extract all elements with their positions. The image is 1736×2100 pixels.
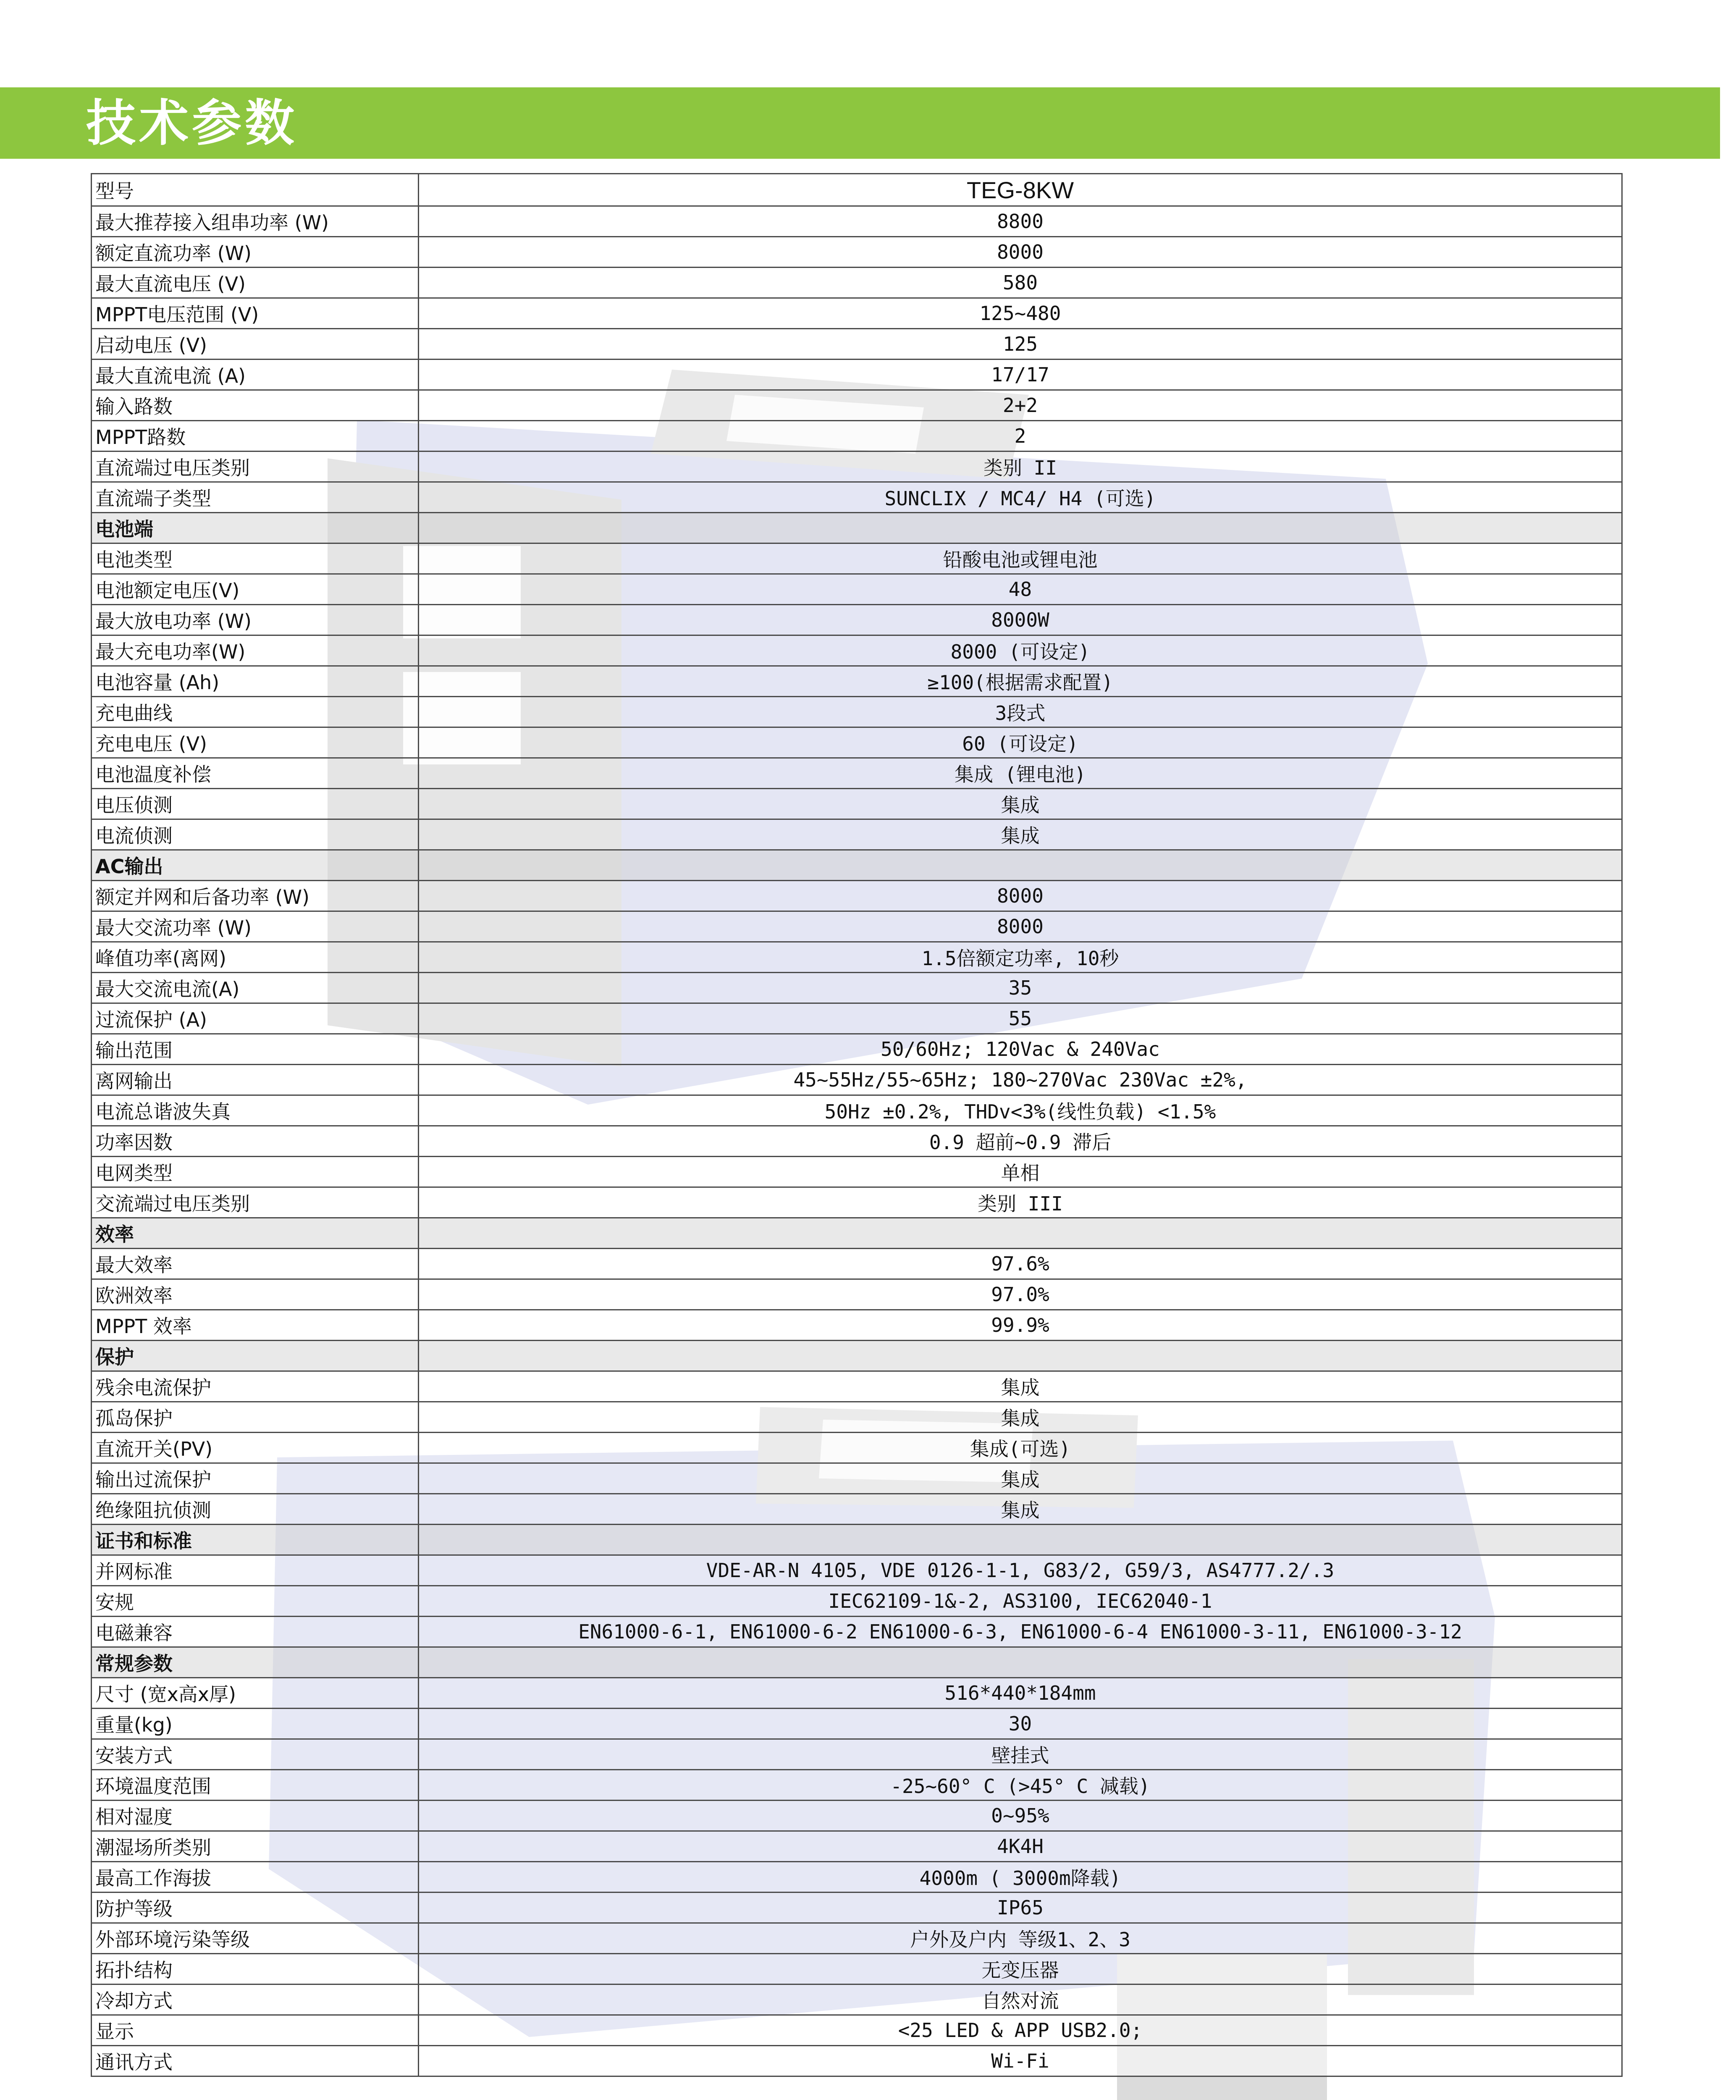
- param-label: 最大充电功率(W): [92, 635, 419, 666]
- param-label: 外部环境污染等级: [92, 1923, 419, 1954]
- param-value: -25~60° C (>45° C 减载): [419, 1770, 1622, 1801]
- table-row: [92, 1862, 1622, 1893]
- table-row: [92, 1187, 1622, 1218]
- param-value: 无变压器: [419, 1954, 1622, 1984]
- section-filler: [419, 1525, 1622, 1555]
- param-label: 最大直流电压 (V): [92, 268, 419, 298]
- model-label: 型号: [92, 174, 419, 206]
- table-row: [92, 1617, 1622, 1647]
- param-label: 充电电压 (V): [92, 727, 419, 758]
- param-label: 安装方式: [92, 1739, 419, 1770]
- param-label: 残余电流保护: [92, 1371, 419, 1402]
- param-label: MPPT 效率: [92, 1310, 419, 1341]
- table-row: [92, 1709, 1622, 1739]
- table-row: [92, 1984, 1622, 2015]
- section-title: 保护: [92, 1341, 419, 1371]
- table-row: [92, 1034, 1622, 1065]
- param-label: 最大效率: [92, 1249, 419, 1279]
- param-value: 30: [419, 1709, 1622, 1739]
- param-label: 电网类型: [92, 1157, 419, 1187]
- param-value: 单相: [419, 1157, 1622, 1187]
- param-value: IP65: [419, 1893, 1622, 1923]
- param-label: MPPT电压范围 (V): [92, 298, 419, 329]
- table-row: [92, 390, 1622, 421]
- param-label: 输入路数: [92, 390, 419, 421]
- param-value: 97.0%: [419, 1279, 1622, 1310]
- param-value: <25 LED & APP USB2.0;: [419, 2015, 1622, 2046]
- spec-table: [91, 173, 1623, 2077]
- table-row: [92, 1954, 1622, 1984]
- param-value: SUNCLIX / MC4/ H4 (可选): [419, 482, 1622, 513]
- table-row: [92, 206, 1622, 237]
- param-value: 集成: [419, 789, 1622, 819]
- param-value: ≥100(根据需求配置): [419, 666, 1622, 697]
- param-label: 输出过流保护: [92, 1463, 419, 1494]
- table-row: [92, 1831, 1622, 1862]
- table-row: [92, 1739, 1622, 1770]
- table-row: [92, 2015, 1622, 2046]
- header-band: [0, 87, 1720, 159]
- param-value: 17/17: [419, 360, 1622, 390]
- table-row: [92, 1003, 1622, 1034]
- param-label: 安规: [92, 1586, 419, 1617]
- param-value: 0.9 超前~0.9 滞后: [419, 1126, 1622, 1157]
- param-label: 绝缘阻抗侦测: [92, 1494, 419, 1525]
- table-row: [92, 789, 1622, 819]
- model-value: TEG-8KW: [419, 174, 1622, 206]
- table-row: [92, 605, 1622, 635]
- table-row: [92, 329, 1622, 360]
- param-value: 3段式: [419, 697, 1622, 727]
- param-value: 55: [419, 1003, 1622, 1034]
- param-value: 45~55Hz/55~65Hz; 180~270Vac 230Vac ±2%,: [419, 1065, 1622, 1095]
- param-value: 125~480: [419, 298, 1622, 329]
- param-value: 8000: [419, 881, 1622, 911]
- table-row: [92, 1555, 1622, 1586]
- param-value: 8000: [419, 237, 1622, 268]
- param-value: 类别 II: [419, 452, 1622, 482]
- table-row: [92, 881, 1622, 911]
- model-row: [92, 174, 1622, 206]
- table-row: [92, 697, 1622, 727]
- param-value: 8000: [419, 911, 1622, 942]
- param-value: 4000m ( 3000m降载): [419, 1862, 1622, 1893]
- param-value: 集成: [419, 1402, 1622, 1433]
- param-value: 壁挂式: [419, 1739, 1622, 1770]
- param-value: 97.6%: [419, 1249, 1622, 1279]
- section-title: 效率: [92, 1218, 419, 1249]
- param-value: 50Hz ±0.2%, THDv<3%(线性负载) <1.5%: [419, 1095, 1622, 1126]
- param-label: 并网标准: [92, 1555, 419, 1586]
- section-row: [92, 1647, 1622, 1678]
- param-label: 离网输出: [92, 1065, 419, 1095]
- table-row: [92, 727, 1622, 758]
- table-row: [92, 973, 1622, 1003]
- param-label: 直流开关(PV): [92, 1433, 419, 1463]
- param-label: 通讯方式: [92, 2046, 419, 2076]
- param-label: 电压侦测: [92, 789, 419, 819]
- table-row: [92, 1433, 1622, 1463]
- param-label: 输出范围: [92, 1034, 419, 1065]
- param-value: 户外及户内 等级1、2、3: [419, 1923, 1622, 1954]
- param-value: 516*440*184mm: [419, 1678, 1622, 1709]
- table-row: [92, 942, 1622, 973]
- param-label: 潮湿场所类别: [92, 1831, 419, 1862]
- table-row: [92, 452, 1622, 482]
- param-value: Wi-Fi: [419, 2046, 1622, 2076]
- param-label: 峰值功率(离网): [92, 942, 419, 973]
- param-label: 电池类型: [92, 543, 419, 574]
- section-title: 证书和标准: [92, 1525, 419, 1555]
- table-row: [92, 298, 1622, 329]
- param-value: 4K4H: [419, 1831, 1622, 1862]
- param-value: VDE-AR-N 4105, VDE 0126-1-1, G83/2, G59/3, AS4777.2/.3: [419, 1555, 1622, 1586]
- param-label: 电磁兼容: [92, 1617, 419, 1647]
- param-value: IEC62109-1&-2, AS3100, IEC62040-1: [419, 1586, 1622, 1617]
- param-label: 电池温度补偿: [92, 758, 419, 789]
- param-label: 最大交流电流(A): [92, 973, 419, 1003]
- section-row: [92, 1218, 1622, 1249]
- param-value: 2: [419, 421, 1622, 452]
- table-row: [92, 1157, 1622, 1187]
- table-row: [92, 1678, 1622, 1709]
- table-row: [92, 1279, 1622, 1310]
- section-filler: [419, 513, 1622, 543]
- table-row: [92, 1310, 1622, 1341]
- table-row: [92, 1065, 1622, 1095]
- param-label: 额定直流功率 (W): [92, 237, 419, 268]
- table-row: [92, 574, 1622, 605]
- page-title: 技术参数: [86, 94, 298, 152]
- param-value: 8000W: [419, 605, 1622, 635]
- param-value: 铅酸电池或锂电池: [419, 543, 1622, 574]
- param-label: 环境温度范围: [92, 1770, 419, 1801]
- table-row: [92, 1586, 1622, 1617]
- param-label: 充电曲线: [92, 697, 419, 727]
- param-label: 最大直流电流 (A): [92, 360, 419, 390]
- param-value: 0~95%: [419, 1801, 1622, 1831]
- table-row: [92, 1371, 1622, 1402]
- param-label: 电流总谐波失真: [92, 1095, 419, 1126]
- table-row: [92, 1801, 1622, 1831]
- param-label: 功率因数: [92, 1126, 419, 1157]
- table-row: [92, 1463, 1622, 1494]
- table-row: [92, 1893, 1622, 1923]
- param-value: EN61000-6-1, EN61000-6-2 EN61000-6-3, EN61000-6-4 EN61000-3-11, EN61000-3-12: [419, 1617, 1622, 1647]
- param-label: MPPT路数: [92, 421, 419, 452]
- param-label: 孤岛保护: [92, 1402, 419, 1433]
- param-label: 欧洲效率: [92, 1279, 419, 1310]
- param-label: 重量(kg): [92, 1709, 419, 1739]
- param-value: 集成 (锂电池): [419, 758, 1622, 789]
- section-title: 电池端: [92, 513, 419, 543]
- table-row: [92, 1249, 1622, 1279]
- section-filler: [419, 850, 1622, 881]
- param-value: 1.5倍额定功率, 10秒: [419, 942, 1622, 973]
- table-row: [92, 360, 1622, 390]
- param-value: 125: [419, 329, 1622, 360]
- table-row: [92, 421, 1622, 452]
- param-label: 电池额定电压(V): [92, 574, 419, 605]
- param-value: 35: [419, 973, 1622, 1003]
- param-value: 集成: [419, 1494, 1622, 1525]
- param-value: 类别 III: [419, 1187, 1622, 1218]
- table-row: [92, 758, 1622, 789]
- param-label: 最高工作海拔: [92, 1862, 419, 1893]
- param-label: 直流端子类型: [92, 482, 419, 513]
- table-row: [92, 2046, 1622, 2076]
- table-row: [92, 543, 1622, 574]
- param-label: 显示: [92, 2015, 419, 2046]
- table-row: [92, 666, 1622, 697]
- table-row: [92, 237, 1622, 268]
- section-title: AC输出: [92, 850, 419, 881]
- table-row: [92, 1402, 1622, 1433]
- param-label: 启动电压 (V): [92, 329, 419, 360]
- param-value: 集成(可选): [419, 1433, 1622, 1463]
- table-row: [92, 1770, 1622, 1801]
- param-label: 直流端过电压类别: [92, 452, 419, 482]
- table-row: [92, 1126, 1622, 1157]
- section-filler: [419, 1647, 1622, 1678]
- section-row: [92, 513, 1622, 543]
- param-label: 防护等级: [92, 1893, 419, 1923]
- param-label: 冷却方式: [92, 1984, 419, 2015]
- section-filler: [419, 1341, 1622, 1371]
- section-row: [92, 1341, 1622, 1371]
- param-value: 自然对流: [419, 1984, 1622, 2015]
- section-row: [92, 850, 1622, 881]
- param-value: 580: [419, 268, 1622, 298]
- section-row: [92, 1525, 1622, 1555]
- param-label: 最大放电功率 (W): [92, 605, 419, 635]
- param-label: 交流端过电压类别: [92, 1187, 419, 1218]
- table-row: [92, 1494, 1622, 1525]
- param-label: 电流侦测: [92, 819, 419, 850]
- param-value: 60 (可设定): [419, 727, 1622, 758]
- table-row: [92, 635, 1622, 666]
- table-row: [92, 1923, 1622, 1954]
- param-label: 拓扑结构: [92, 1954, 419, 1984]
- param-value: 50/60Hz; 120Vac & 240Vac: [419, 1034, 1622, 1065]
- param-value: 集成: [419, 819, 1622, 850]
- section-filler: [419, 1218, 1622, 1249]
- param-label: 最大交流功率 (W): [92, 911, 419, 942]
- param-label: 尺寸 (宽x高x厚): [92, 1678, 419, 1709]
- param-value: 2+2: [419, 390, 1622, 421]
- param-label: 最大推荐接入组串功率 (W): [92, 206, 419, 237]
- spec-table-body: [92, 174, 1622, 2076]
- param-label: 相对湿度: [92, 1801, 419, 1831]
- param-value: 8000 (可设定): [419, 635, 1622, 666]
- table-row: [92, 819, 1622, 850]
- table-row: [92, 482, 1622, 513]
- param-value: 99.9%: [419, 1310, 1622, 1341]
- table-row: [92, 911, 1622, 942]
- table-row: [92, 268, 1622, 298]
- param-label: 电池容量 (Ah): [92, 666, 419, 697]
- param-value: 48: [419, 574, 1622, 605]
- param-value: 集成: [419, 1371, 1622, 1402]
- table-row: [92, 1095, 1622, 1126]
- param-value: 8800: [419, 206, 1622, 237]
- param-label: 过流保护 (A): [92, 1003, 419, 1034]
- param-value: 集成: [419, 1463, 1622, 1494]
- param-label: 额定并网和后备功率 (W): [92, 881, 419, 911]
- section-title: 常规参数: [92, 1647, 419, 1678]
